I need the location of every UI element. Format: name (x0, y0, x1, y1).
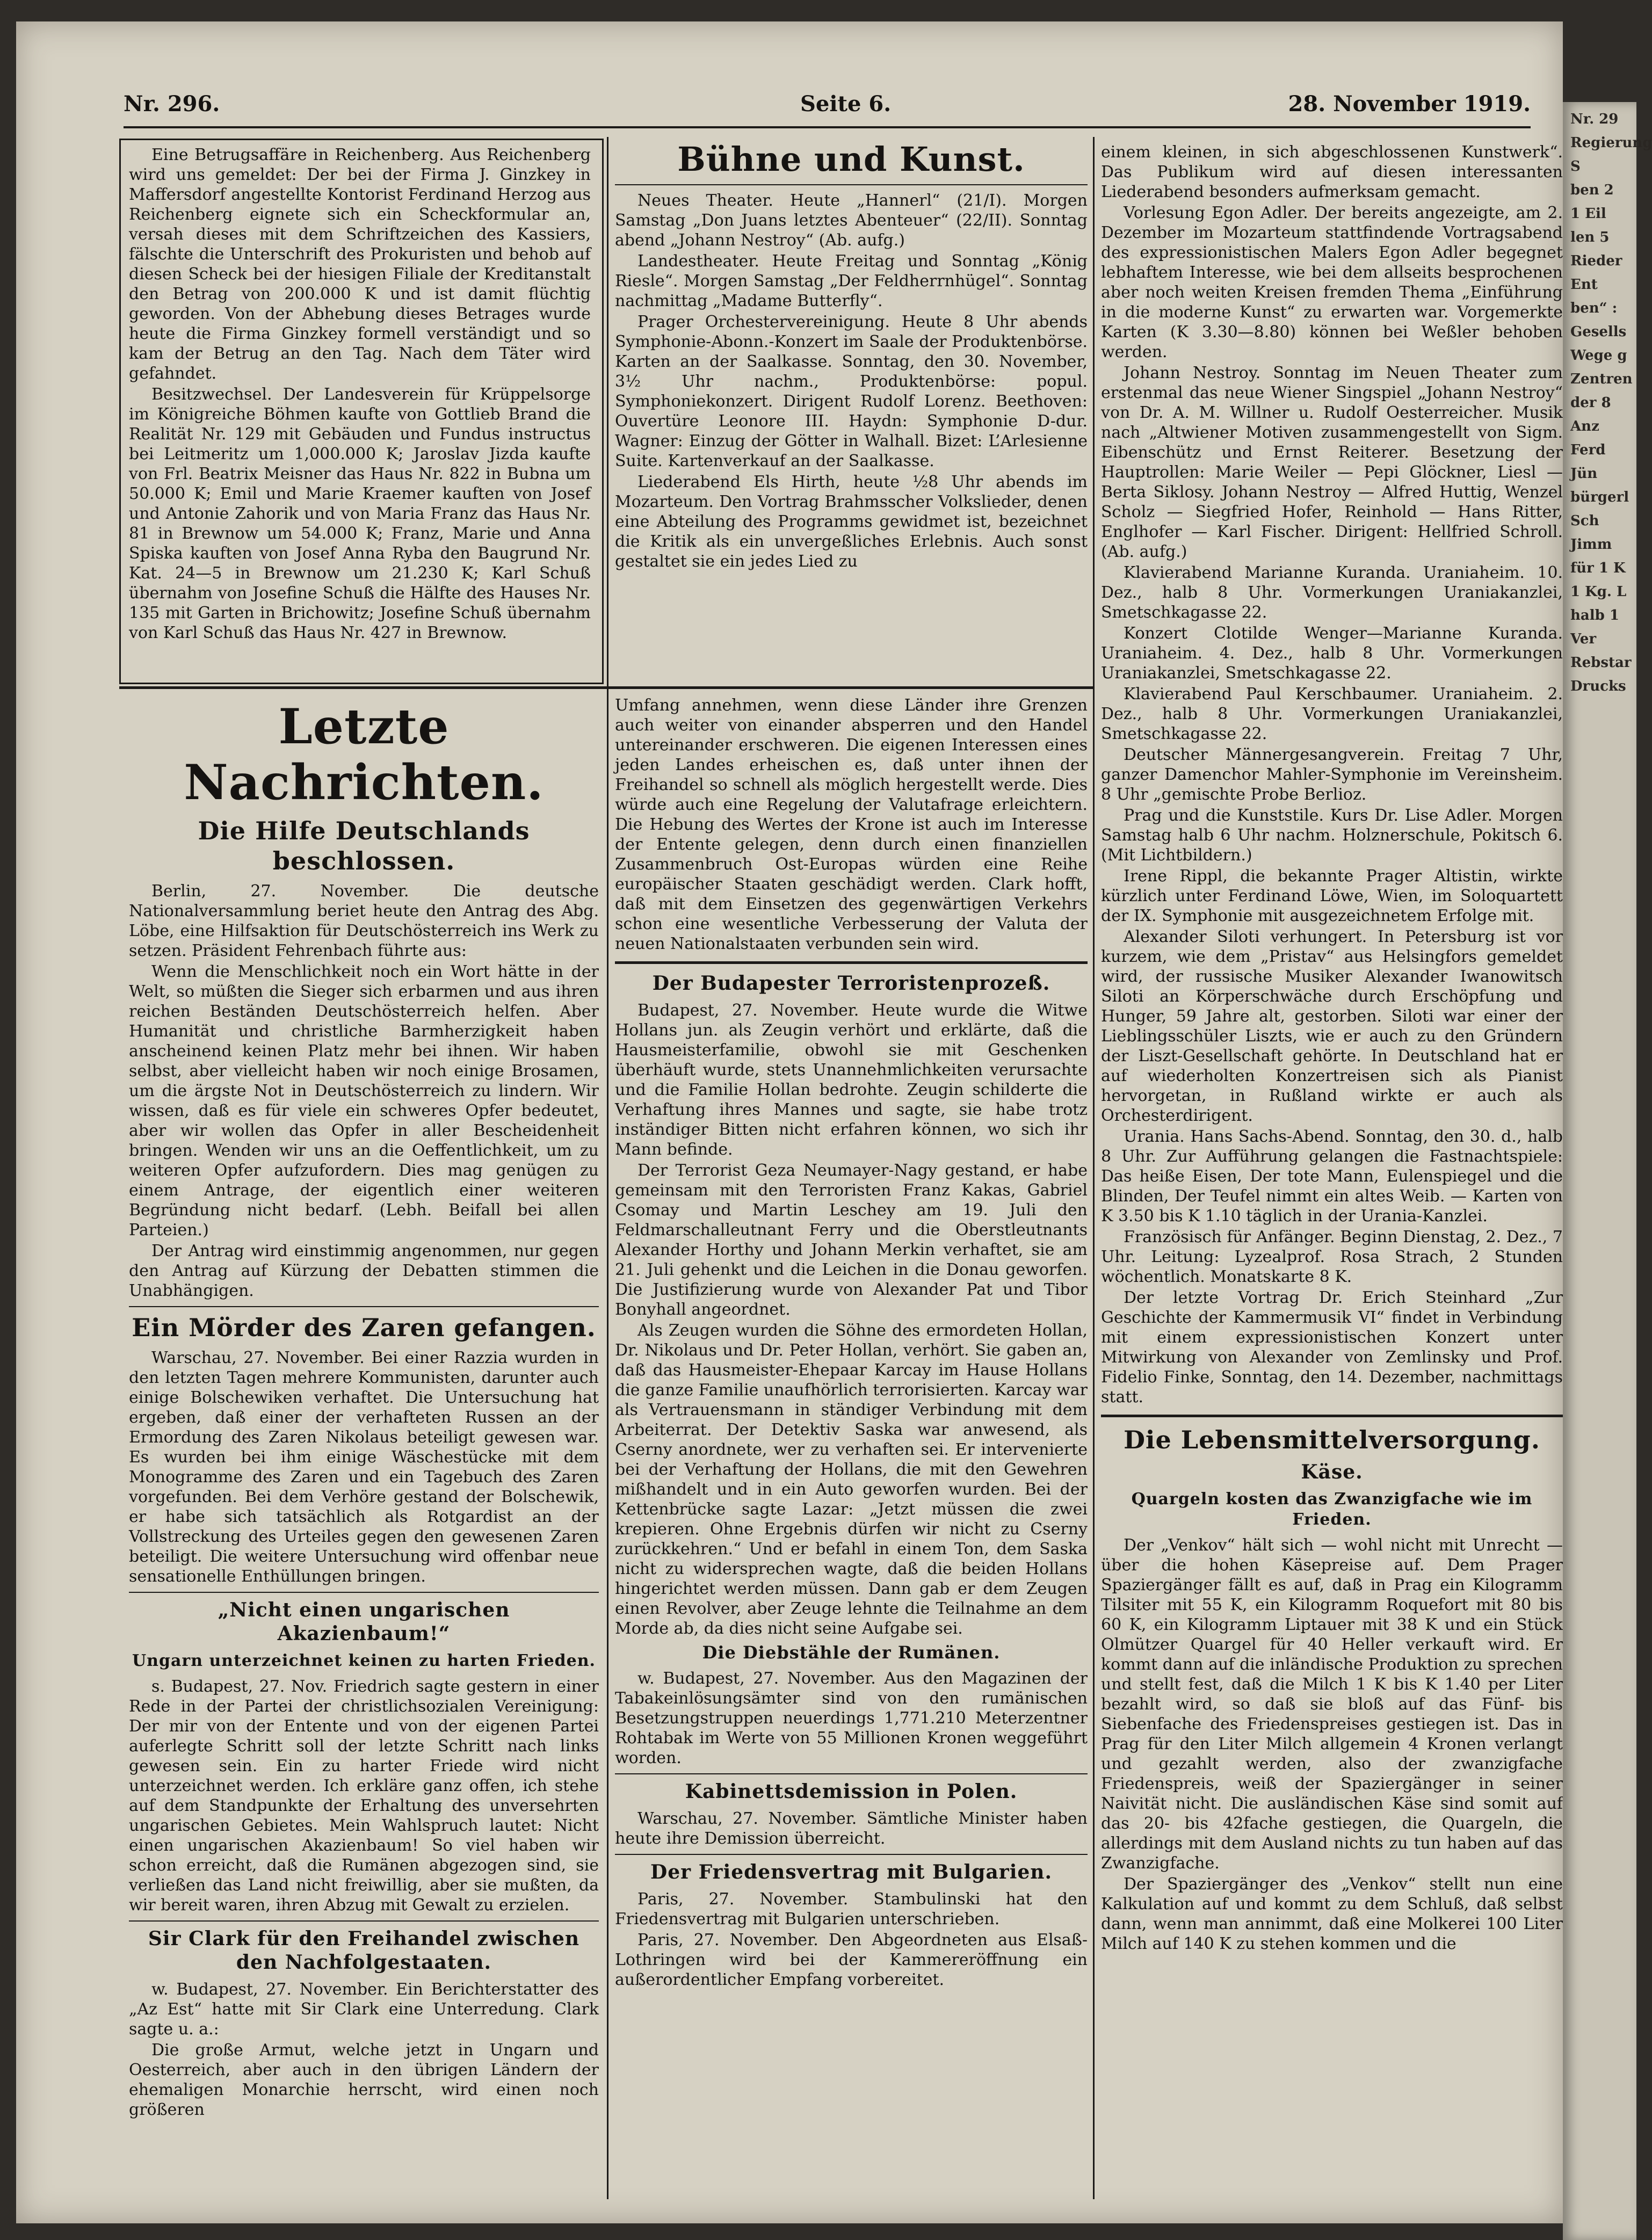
lebensmittel-para-2: Der Spaziergänger des „Venkov“ stellt nun eine Kalkulation auf und kommt zu dem Schluß, daß selbst dann, wenn man annimmt, daß eine Molkerei 100 Liter Milch auf 140 K zu stehen kommen und die (1101, 1875, 1563, 1953)
article-besitzwechsel: Besitzwechsel. Der Landesverein für Krüppelsorge im Königreiche Böhmen kaufte von Gottlieb Brand die Realität Nr. 129 mit Gebäuden und Fundus instructus bei Leitmeritz um 1,000.000 K; Jaroslav Jizda kaufte von Frl. Beatrix Meisner das Haus Nr. 822 in Bubna um 50.000 K; Emil und Marie Kraemer kauften von Josef und Antonie Zahorik und von Maria Franz das Haus Nr. 81 in Brewnow um 54.000 K; Franz, Marie und Anna Spiska kauften von Josef Anna Ryba den Baugrund Nr. Kat. 24—5 in Brewnow um 21.230 K; Karl Schuß übernahm von Josefine Schuß die Hälfte des Hauses Nr. 135 mit Garten in Brichowitz; Josefine Schuß übernahm von Karl Schuß das Haus Nr. 427 in Brewnow. (129, 385, 591, 642)
divider-polen (615, 1773, 1088, 1774)
adjacent-page-line: Ferd (1570, 442, 1606, 458)
rumaenen-title: Die Diebstähle der Rumänen. (702, 1642, 1001, 1663)
buehne-cont-liederabend: einem kleinen, in sich abgeschlossenen Kunstwerk“. Das Publikum wird auf diesen interessanten Liederabend besonders aufmerksam gemacht. (1101, 143, 1563, 201)
hilfe-para-1: Berlin, 27. November. Die deutsche Nationalversammlung beriet heute den Antrag des Abg. Löbe, eine Hilfsaktion für Deutschösterreich ins Werk zu setzen. Präsident Fehrenbach führte aus: (129, 882, 599, 960)
adjacent-page-line: Rebstar (1570, 655, 1632, 671)
article-betrugsaffaere: Eine Betrugsaffäre in Reichenberg. Aus Reichenberg wird uns gemeldet: Der bei der Firma J. Ginzkey in Maffersdorf angestellte Kontorist Ferdinand Herzog aus Reichenberg eignete sich ein Scheckformular an, versah dieses mit dem Schriftzeichen des Kassiers, fälschte die Unterschrift des Prokuristen und behob auf diesen Scheck bei der hiesigen Filiale der Kreditanstalt den Betrag von 200.000 K und ist damit flüchtig geworden. Von der Abhebung dieses Betrages wurde heute die Firma Ginzkey formell verständigt und so kam der Betrug an den Tag. Nach dem Täter wird gefahndet. (129, 146, 591, 383)
adjacent-page-line: ben 2 (1570, 182, 1614, 198)
terror-para-1: Budapest, 27. November. Heute wurde die Witwe Hollans jun. als Zeugin verhört und erklärte, daß die Hausmeisterfamilie, obwohl sie mit Geschenken überhäuft wurde, stets Unannehmlichkeiten verursachte und die Familie Hollan bedrohte. Zeugin schilderte die Verhaftung ihres Mannes und sagte, sie habe trotz inständiger Bitten nicht erfahren können, wo sich ihr Mann befinde. (615, 1001, 1088, 1159)
adjacent-page-line: Ent (1570, 277, 1598, 293)
buehne-item-kunststile: Prag und die Kunststile. Kurs Dr. Lise Adler. Morgen Samstag halb 6 Uhr nachm. Holznerschule, Pokitsch 6. (Mit Lichtbildern.) (1101, 806, 1563, 865)
column-3 (1101, 142, 1563, 2205)
terror-title: Der Budapester Terroristenprozeß. (652, 972, 1050, 995)
lebensmittel-rule (1101, 1415, 1563, 1417)
buehne-item-liederabend: Liederabend Els Hirth, heute ½8 Uhr abends im Mozarteum. Den Vortrag Brahmsscher Volkslieder, denen eine Abteilung des Programms gewidmet ist, bezeichnet die Kritik als ein unvergeßliches Erlebnis. Auch sonst gestaltet sie ein jedes Lied zu (615, 473, 1088, 571)
buehne-item-rippl: Irene Rippl, die bekannte Prager Altistin, wirkte kürzlich unter Ferdinand Löwe, Wien, im Soloquartett der IX. Symphonie mit ausgezeichnetem Erfolge mit. (1101, 867, 1563, 925)
buehne-item-neues-theater: Neues Theater. Heute „Hannerl“ (21/I). Morgen Samstag „Don Juans letztes Abenteuer“ (22/II). Sonntag abend „Johann Nestroy“ (Ab. aufg.) (615, 191, 1088, 250)
terror-para-2: Der Terrorist Geza Neumayer-Nagy gestand, er habe gemeinsam mit den Terroristen Franz Kakas, Gabriel Csomay und Martin Leschey am 19. Juli den Feldmarschalleutnant Ferry und die Oberstleutnants Alexander Horthy und Johann Merkin verhaftet, sie am 21. Juli gehenkt und die Leichen in die Donau geworfen. Die Justifizierung wurde von Alexander Pat und Tibor Bonyhall angeordnet. (615, 1161, 1088, 1319)
buehne-column-2 (615, 137, 1088, 679)
buehne-title: Bühne und Kunst. (677, 140, 1025, 179)
buehne-item-franzoesisch: Französisch für Anfänger. Beginn Dienstag, 2. Dez., 7 Uhr. Leitung: Lyzealprof. Rosa Strach, 2 Stunden wöchentlich. Monatskarte 8 K. (1101, 1228, 1563, 1286)
adjacent-page-line: halb 1 (1570, 607, 1619, 624)
polen-title: Kabinettsdemission in Polen. (685, 1780, 1018, 1803)
divider-clark (129, 1920, 599, 1922)
zar-para: Warschau, 27. November. Bei einer Razzia wurden in den letzten Tagen mehrere Kommunisten, darunter auch einige Bolschewiken verhaftet. Die Untersuchung hat ergeben, daß einer der verhafteten Russen an der Ermordung des Zaren Nikolaus beteiligt gewesen war. Es wurden bei ihm einige Wäschestücke mit dem Monogramme des Zaren und ein Tagebuch des Zaren vorgefunden. Bei dem Verhöre gestand der Bolschewik, er habe sich tatsächlich als Rotgardist an der Vollstreckung des Urteiles gegen den gewesenen Zaren beteiligt. Die weitere Untersuchung wird offenbar neue sensationelle Enthüllungen bringen. (129, 1349, 599, 1586)
page-header (124, 81, 1531, 124)
adjacent-page-line: len 5 (1570, 229, 1610, 245)
terror-para-3: Als Zeugen wurden die Söhne des ermordeten Hollan, Dr. Nikolaus und Dr. Peter Hollan, verhört. Sie gaben an, daß das Hausmeister-Ehepaar Karcay im Hause Hollans die ganze Familie unaufhörlich terrorisierten. Karcay war als Vertrauensmann in ständiger Verbindung mit dem Arbeiterrat. Der Detektiv Saska war anwesend, als Cserny anordnete, wer zu verhaften sei. Er intervenierte bei der Verhaftung der Hollans, die mit den Gewehren mißhandelt und in ein Auto geworfen wurden. Bei der Kettenbrücke sagte Lazar: „Jetzt müssen die zwei krepieren. Ohne Ergebnis dürfen wir nicht zu Cserny zurückkehren.“ Und er befahl in einem Ton, dem Saska nicht zu widersprechen wagte, daß die beiden Hollans hingerichtet werden müssen. Dann gab er dem Zeugen einen Revolver, aber Zeuge lehnte die Teilnahme an dem Morde ab, da dies nicht seine Aufgabe sei. (615, 1321, 1088, 1638)
hilfe-title: Die Hilfe Deutschlands beschlossen. (198, 816, 530, 875)
buehne-item-orchester: Prager Orchestervereinigung. Heute 8 Uhr abends Symphonie-Abonn.-Konzert im Saale der Produktenbörse. Karten an der Saalkasse. Sonntag, den 30. November, 3½ Uhr nachm., Produktenbörse: popul. Symphoniekonzert. Dirigent Rudolf Lorenz. Beethoven: Ouvertüre Leonore III. Haydn: Symphonie D-dur. Wagner: Einzug der Götter in Walhall. Bizet: L’Arlesienne Suite. Kartenverkauf an der Saalkasse. (615, 313, 1088, 470)
divider-zar (129, 1306, 599, 1307)
column-divider-1 (607, 137, 608, 2199)
adjacent-page-line: Jün (1570, 466, 1598, 482)
buehne-title-rule (615, 184, 1088, 185)
adjacent-page-line: Nr. 29 (1570, 111, 1619, 127)
lebensmittel-title: Die Lebensmittelversorgung. (1124, 1425, 1540, 1454)
adjacent-page-line: 1 Eil (1570, 206, 1606, 222)
issue-date: 28. November 1919. (1288, 91, 1531, 117)
akazie-subtitle: Ungarn unterzeichnet keinen zu harten Frieden. (132, 1651, 596, 1670)
adjacent-page-line: S (1570, 158, 1581, 175)
adjacent-page-line: der 8 (1570, 395, 1611, 411)
buehne-item-nestroy: Johann Nestroy. Sonntag im Neuen Theater zum erstenmal das neue Wiener Singspiel „Johann Nestroy“ von Dr. A. M. Willner u. Rudolf Oesterreicher. Musik nach „Altwiener Motiven zusammengestellt von Sigm. Eibenschütz und Ernst Reiterer. Besetzung der Hauptrollen: Marie Weiler — Pepi Glöckner, Liesl — Berta Siklosy. Johann Nestroy — Alfred Huttig, Wenzel Scholz — Siegfried Hofer, Reinhold — Hans Ritter, Englhofer — Karl Fischer. Dirigent: Hellfried Schroll. (Ab. aufg.) (1101, 364, 1563, 561)
clark-para-1: w. Budapest, 27. November. Ein Berichterstatter des „Az Est“ hatte mit Sir Clark eine Unterredung. Clark sagte u. a.: (129, 1980, 599, 2039)
bulgarien-para-1: Paris, 27. November. Stambulinski hat den Friedensvertrag mit Bulgarien unterschrieben. (615, 1890, 1088, 1929)
buehne-item-maennergesang: Deutscher Männergesangverein. Freitag 7 Uhr, ganzer Damenchor Mahler-Symphonie im Vereinsheim. 8 Uhr „gemischte Probe Berlioz. (1101, 745, 1563, 804)
adjacent-page-line: Gesells (1570, 324, 1627, 340)
buehne-item-steinhard: Der letzte Vortrag Dr. Erich Steinhard „Zur Geschichte der Kammermusik VI“ findet in Verbindung mit einem expressionistischen Konzert unter Mitwirkung von Alexander von Zemlinsky und Prof. Fidelio Finke, Sonntag, den 14. Dezember, nachmittags statt. (1101, 1288, 1563, 1407)
lebensmittel-kicker: Quargeln kosten das Zwanzigfache wie im Frieden. (1131, 1490, 1533, 1529)
letzte-column-2 (615, 695, 1088, 2199)
buehne-item-urania: Urania. Hans Sachs-Abend. Sonntag, den 30. d., halb 8 Uhr. Zur Aufführung gelangen die Fastnachtspiele: Das heiße Eisen, Der tote Mann, Eulenspiegel und die Blinden, Der Teufel nimmt ein altes Weib. — Karten von K 3.50 bis K 1.10 täglich in der Urania-Kanzlei. (1101, 1127, 1563, 1226)
clark-title: Sir Clark für den Freihandel zwischen den Nachfolgestaaten. (148, 1927, 580, 1974)
clark-cont: Umfang annehmen, wenn diese Länder ihre Grenzen auch weiter von einander absperren und den Handel untereinander erschweren. Die eigenen Interessen eines jeden Landes erheischen es, daß unter ihnen der Freihandel so schnell als möglich hergestellt werde. Dies würde auch eine Regelung der Valutafrage erleichtern. Die Hebung des Wertes der Krone ist auch im Interesse der Entente gelegen, denn durch einen finanziellen Zusammenbruch Ost-Europas würden eine Reihe europäischer Staaten geschädigt werden. Clark hofft, daß mit dem Einsetzen des gegenwärtigen Verkehrs schon eine wesentliche Verbesserung der Valuta der neuen Nationalstaaten verbunden sein wird. (615, 696, 1088, 953)
lebensmittel-subtitle: Käse. (1301, 1461, 1363, 1483)
adjacent-page-text (1563, 102, 1652, 698)
divider-bulgarien (615, 1854, 1088, 1855)
buehne-item-landestheater: Landestheater. Heute Freitag und Sonntag „König Riesle“. Morgen Samstag „Der Feldherrnhügel“. Sonntag nachmittag „Madame Butterfly“. (615, 252, 1088, 310)
adjacent-page-line: Rieder (1570, 253, 1622, 269)
clark-para-2: Die große Armut, welche jetzt in Ungarn und Oesterreich, aber auch in den übrigen Ländern der ehemaligen Monarchie herrscht, wird einen noch größeren (129, 2041, 599, 2119)
adjacent-page-line: Drucks (1570, 678, 1626, 694)
adjacent-page-line: Sch (1570, 513, 1599, 529)
akazie-para: s. Budapest, 27. Nov. Friedrich sagte gestern in einer Rede in der Partei der christlichsozialen Vereinigung: Der mir von der Entente und von der eigenen Partei auferlegte Schritt soll der letzte Schritt nach links gewesen sein. Ein zu harter Friede wird nicht unterzeichnet werden. Ich erkläre ganz offen, ich stehe auf dem Standpunkte der Erhaltung des unversehrten ungarischen Gebietes. Mein Wahlspruch lautet: Nicht einen ungarischen Akazienbaum! So viel haben wir schon erreicht, daß die Rumänen abgezogen sind, sie verließen das Land nicht freiwillig, aber sie mußten, da wir bereit waren, ihren Abzug mit Gewalt zu erzielen. (129, 1677, 599, 1915)
hilfe-para-3: Der Antrag wird einstimmig angenommen, nur gegen den Antrag auf Kürzung der Debatten stimmen die Unabhängigen. (129, 1242, 599, 1300)
issue-number: Nr. 296. (124, 91, 220, 117)
hilfe-para-2: Wenn die Menschlichkeit noch ein Wort hätte in der Welt, so müßten die Sieger sich erbarmen und aus ihren reichen Beständen Deutschösterreich helfen. Aber Humanität und christliche Barmherzigkeit haben anscheinend keinen Platz mehr bei ihnen. Wir haben selbst, aber vielleicht haben wir noch einige Brosamen, um die ärgste Not in Deutschösterreich zu lindern. Wir wissen, daß es für viele ein schweres Opfer bedeutet, aber wir wollen das Opfer in aller Bescheidenheit bringen. Wenden wir uns an die Oeffentlichkeit, um zu weiteren Opfer aufzufordern. Dies mag genügen zu einem Antrage, der eigentlich einer weiteren Begründung nicht bedarf. (Lebh. Beifall bei allen Parteien.) (129, 962, 599, 1239)
divider-akazie (129, 1592, 599, 1593)
adjacent-page-line: 1 Kg. L (1570, 584, 1627, 600)
akazie-title: „Nicht einen ungarischen Akazienbaum!“ (218, 1599, 510, 1645)
column-divider-2 (1093, 137, 1095, 2199)
buehne-item-kerschbaumer: Klavierabend Paul Kerschbaumer. Uraniaheim. 2. Dez., halb 8 Uhr. Vormerkungen Uraniakanzlei, Smetschkagasse 22. (1101, 685, 1563, 743)
adjacent-page-line: ben“ : (1570, 300, 1618, 316)
buehne-item-wenger: Konzert Clotilde Wenger—Marianne Kuranda. Uraniaheim. 4. Dez., halb 8 Uhr. Vormerkungen Uraniakanzlei, Smetschkagasse 22. (1101, 624, 1563, 683)
adjacent-page-edge (1563, 102, 1652, 2240)
letzte-column-1 (129, 695, 599, 2199)
polen-para: Warschau, 27. November. Sämtliche Minister haben heute ihre Demission überreicht. (615, 1809, 1088, 1848)
adjacent-page-line: Ver (1570, 631, 1597, 647)
adjacent-page-line: Jimm (1570, 537, 1612, 553)
divider-terror (615, 961, 1088, 964)
adjacent-page-line: Zentren (1570, 371, 1633, 387)
bulgarien-title: Der Friedensvertrag mit Bulgarien. (650, 1861, 1052, 1883)
local-news-column (129, 145, 591, 677)
adjacent-page-line: Regierung (1570, 135, 1652, 151)
buehne-item-kuranda: Klavierabend Marianne Kuranda. Uraniaheim. 10. Dez., halb 8 Uhr. Vormerkungen Uraniakanzlei, Smetschkagasse 22. (1101, 563, 1563, 622)
adjacent-page-line: bürgerl (1570, 489, 1629, 505)
section-rule-letzte (119, 686, 1093, 689)
page-number: Seite 6. (800, 91, 892, 117)
header-rule (124, 126, 1531, 128)
buehne-item-siloti: Alexander Siloti verhungert. In Petersburg ist vor kurzem, wie dem „Pristav“ aus Helsingfors gemeldet wird, der russische Musiker Alexander Iwanowitsch Siloti an Körperschwäche durch Erschöpfung und Hunger, 59 Jahre alt, gestorben. Siloti war einer der Lieblingsschüler Liszts, wie er auch zu den Gründern der Liszt-Gesellschaft gehörte. In Deutschland hat er auf wiederholten Konzertreisen sich als Pianist hervorgetan, in Rußland wirkte er auch als Orchesterdirigent. (1101, 927, 1563, 1125)
letzte-title: Letzte Nachrichten. (184, 698, 544, 811)
newspaper-page (16, 21, 1563, 2223)
adjacent-page-line: für 1 K (1570, 560, 1626, 576)
buehne-item-vorlesung-adler: Vorlesung Egon Adler. Der bereits angezeigte, am 2. Dezember im Mozarteum stattfindende Vortragsabend des expressionistischen Malers Egon Adler begegnet lebhaftem Interesse, wie bei dem allseits besprochenen aber noch weiten Kreisen fremden Thema „Einführung in die moderne Kunst“ zu erwarten war. Vorgemerkte Karten (K 3.30—8.80) können bei Weßler behoben werden. (1101, 204, 1563, 361)
adjacent-page-line: Anz (1570, 418, 1599, 434)
rumaenen-para: w. Budapest, 27. November. Aus den Magazinen der Tabakeinlösungsämter sind von den rumänischen Besetzungstruppen neuerdings 1,771.210 Meterzentner Rohtabak im Werte von 55 Millionen Kronen weggeführt worden. (615, 1669, 1088, 1767)
lebensmittel-para-1: Der „Venkov“ hält sich — wohl nicht mit Unrecht — über die hohen Käsepreise auf. Dem Prager Spaziergänger fällt es auf, daß in Prag ein Kilogramm Tilsiter mit 55 K, ein Kilogramm Roquefort mit 80 bis 60 K, ein Kilogramm Liptauer mit 38 K und ein Stück Olmützer Quargel für 40 Heller verkauft wird. Er kommt dann auf die inländische Produktion zu sprechen und stellt fest, daß die Milch 1 K bis K 1.40 per Liter bezahlt wird, so daß sie bloß auf das Fünf- bis Siebenfache des Friedenspreises gestiegen ist. Das in Prag für den Liter Milch allgemein 4 Kronen verlangt und gezahlt werden, also der zwanzigfache Friedenspreis, weiß der Spaziergänger in seiner Naivität nicht. Die ausländischen Käse sind somit auf das 20- bis 42fache gestiegen, die Quargeln, die allerdings mit dem Ausland nichts zu tun haben auf das Zwanzigfache. (1101, 1536, 1563, 1873)
zar-title: Ein Mörder des Zaren gefangen. (132, 1313, 596, 1342)
adjacent-page-line: Wege g (1570, 347, 1627, 364)
bulgarien-para-2: Paris, 27. November. Den Abgeordneten aus Elsaß-Lothringen wird bei der Kammereröffnung ein außerordentlicher Empfang vorbereitet. (615, 1931, 1088, 1989)
